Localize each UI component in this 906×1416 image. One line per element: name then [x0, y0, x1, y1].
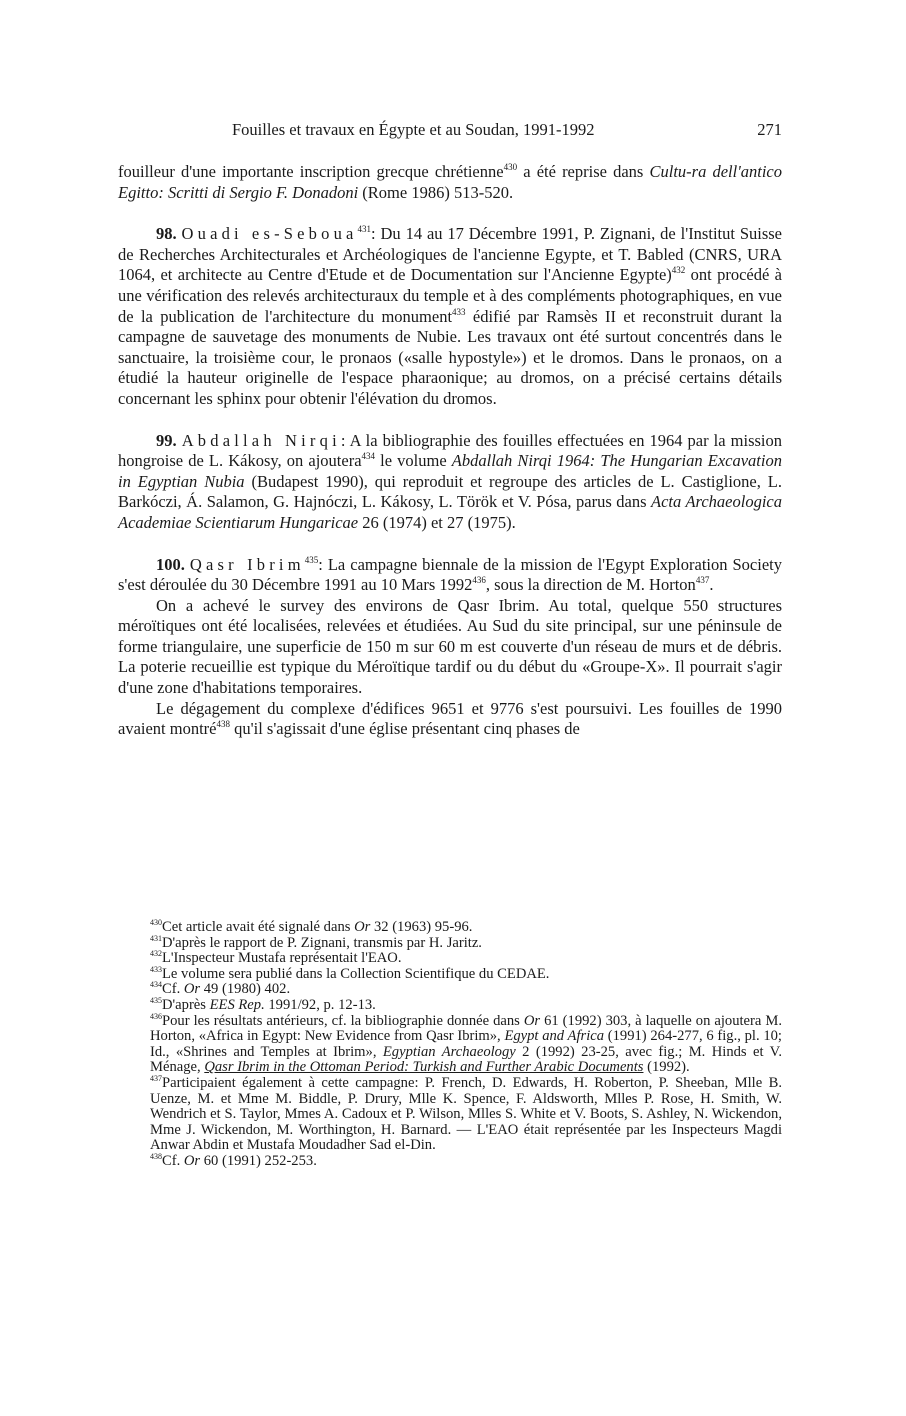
text-run: Cet article avait été signalé dans — [162, 919, 355, 935]
text-run: : La campagne biennale de la mission de l'Egypt Exploration Society s'est déroulée du 30 Décembre 1991 au 10 Mars 1992 — [118, 554, 782, 595]
section-100-paragraph-2: On a achevé le survey des environs de Qasr Ibrim. Au total, quelque 550 structures méroïtiques ont été localisées, relevées et étudiées. Au Sud du site principal, sur une péninsule de forme triangulaire, une superficie de 150 m sur 60 m est couverte d'un réseau de murs et de débris. La poterie recueillie est typique du Méroïtique tardif ou du début du «Groupe-X». Il pourrait s'agir d'une zone d'habitations temporaires. — [118, 595, 782, 698]
footnote-number: 432 — [150, 949, 162, 959]
text-run: D'après le rapport de P. Zignani, transmis par H. Jaritz. — [162, 934, 482, 951]
main-text — [118, 162, 782, 740]
text-run: Participaient également à cette campagne: P. French, D. Edwards, H. Roberton, P. Sheeban, Mlle B. Uenze, M. et Mme M. Biddle, P. Drury, Mlle K. Spence, F. Aldsworth, Mlles P. Rose, H. Smith, W. Wendrich et S. Taylor, Mmes A. Cadoux et P. Wilson, Mlles S. White et V. Boots, S. Ashley, N. Wickendon, Mme J. Wickendon, M. Worthington, H. Barnard. — L'EAO était représentée par les Inspecteurs Magdi Anwar Abdin et Mustafa Moudadher Sad el-Din. — [150, 1074, 782, 1154]
site-name: Ouadi es-Seboua — [181, 224, 358, 244]
text-run: (Budapest 1990), qui reproduit et regroupe des articles de L. Castiglione, L. Barkóczi, Á. Salamon, G. Hajnóczi, L. Kákosy, L. Török et V. Pósa, parus dans — [118, 471, 782, 512]
text-run: 26 (1974) et 27 (1975). — [358, 512, 516, 532]
footnote-ref: 436 — [472, 575, 486, 586]
text-run: 61 (1992) 303, à laquelle on ajoutera M. Horton, «Africa in Egypt: New Evidence from Qasr Ibrim», — [150, 1012, 782, 1045]
text-run: le volume — [375, 451, 452, 471]
footnote-number: 430 — [150, 918, 162, 927]
italic-title: Acta Archaeologica Academiae Scientiarum Hungaricae — [118, 492, 782, 532]
text-run: qu'il s'agissait d'une église présentant cinq phases de — [230, 719, 580, 739]
text-run: 60 (1991) 252-253. — [200, 1152, 317, 1169]
footnote-number: 437 — [150, 1073, 162, 1083]
text-run: Cf. — [162, 981, 184, 998]
footnote-437 — [150, 1073, 782, 1154]
section-98 — [118, 224, 782, 409]
footnote-431 — [150, 933, 782, 952]
site-name: Qasr Ibrim — [189, 554, 305, 574]
section-100 — [118, 555, 782, 596]
footnote-ref: 434 — [361, 451, 376, 462]
section-number: 100. — [156, 554, 185, 574]
footnote-436 — [150, 1011, 782, 1076]
text-run: L'Inspecteur Mustafa représentait l'EAO. — [162, 950, 402, 967]
text-run: , sous la direction de M. Horton — [485, 575, 696, 595]
footnotes — [150, 920, 782, 1170]
italic-title: Or — [183, 1152, 201, 1169]
footnote-number: 434 — [150, 980, 162, 990]
footnote-ref: 438 — [216, 719, 231, 730]
footnote-number: 431 — [150, 933, 162, 943]
footnote-ref: 431 — [357, 224, 372, 235]
section-number: 98. — [156, 224, 177, 244]
italic-title: Or — [523, 1012, 541, 1029]
text-run: . — [709, 575, 714, 595]
footnote-number: 436 — [150, 1011, 162, 1021]
italic-title: Qasr Ibrim in the Ottoman Period: Turkish and Further Arabic Documents — [204, 1059, 644, 1076]
text-run: Pour les résultats antérieurs, cf. la bibliographie donnée dans — [162, 1012, 524, 1029]
text-run: 32 (1963) 95-96. — [370, 919, 473, 935]
carryover-paragraph — [118, 162, 782, 203]
italic-title: Cultu-ra dell'antico Egitto: Scritti di Sergio F. Donadoni — [118, 162, 782, 202]
footnote-ref: 437 — [695, 575, 710, 586]
text-run: (Rome 1986) 513-520. — [358, 182, 514, 202]
italic-title: Or — [183, 981, 201, 998]
section-100-paragraph-3 — [118, 699, 782, 740]
footnote-435 — [150, 995, 782, 1014]
footnote-438 — [150, 1151, 782, 1170]
text-run: : A la bibliographie des fouilles effectuées en 1964 par la mission hongroise de L. Kákosy, on ajoutera — [118, 430, 782, 471]
text-run: (1992). — [643, 1059, 690, 1076]
text-run: : Du 14 au 17 Décembre 1991, P. Zignani, de l'Institut Suisse de Recherches Architecturales et Archéologiques de l'ancienne Egypte, et T. Babled (CNRS, URA 1064, et architecte au Centre d'Etude et de Documentation sur l'Ancienne Egypte) — [118, 224, 783, 285]
section-99 — [118, 431, 782, 534]
footnote-432 — [150, 951, 782, 967]
text-run: (1991) 264-277, 6 fig., pl. 10; Id., «Shrines and Temples at Ibrim», — [150, 1028, 782, 1060]
footnote-ref: 432 — [671, 265, 686, 276]
text-run: 49 (1980) 402. — [200, 981, 291, 998]
running-header — [118, 120, 782, 142]
footnote-ref: 435 — [304, 554, 319, 565]
text-run: Le volume sera publié dans la Collection Scientifique du CEDAE. — [162, 965, 550, 982]
footnote-number: 433 — [150, 964, 162, 974]
footnote-ref: 433 — [452, 306, 466, 317]
text-run: fouilleur d'une importante inscription grecque chrétienne — [118, 162, 504, 181]
page-number: 271 — [757, 120, 782, 139]
footnote-number: 435 — [150, 995, 162, 1005]
site-name: Abdallah Nirqi — [181, 430, 341, 450]
text-run: 2 (1992) 23-25, avec fig.; M. Hinds et V. Ménage, — [150, 1043, 782, 1076]
text-run: Cf. — [162, 1152, 184, 1169]
footnote-434 — [150, 982, 782, 998]
italic-title: Abdallah Nirqi 1964: The Hungarian Excavation in Egyptian Nubia — [118, 451, 782, 491]
text-run: Le dégagement du complexe d'édifices 9651 et 9776 s'est poursuivi. Les fouilles de 1990 avaient montré — [118, 698, 782, 739]
text-run: D'après — [162, 996, 210, 1013]
italic-title: Egyptian Archaeology — [382, 1043, 516, 1060]
footnote-ref: 430 — [503, 162, 518, 172]
footnote-430 — [150, 920, 782, 936]
italic-title: EES Rep. — [209, 996, 265, 1013]
text-run: édifié par Ramsès II et reconstruit durant la campagne de sauvetage des monuments de Nubie. Les travaux ont été surtout concentrés dans le sanctuaire, la troisième cour, le pronaos («salle hypostyle») et le dromos. Dans le pronaos, on a étudié la hauteur originelle de l'espace pharaonique; au dromos, on a précisé certains détails concernant les sphinx pour obtenir l'élévation du dromos. — [118, 306, 782, 408]
running-title: Fouilles et travaux en Égypte et au Soudan, 1991-1992 — [232, 120, 595, 139]
italic-title: Or — [354, 919, 371, 935]
text-run: 1991/92, p. 12-13. — [264, 996, 376, 1013]
section-number: 99. — [156, 430, 177, 450]
text-run: a été reprise dans — [517, 162, 650, 181]
text-run: ont procédé à une vérification des relevés architecturaux du temple et à des compléments photographiques, en vue de la publication de l'architecture du monument — [118, 265, 782, 326]
italic-title: Egypt and Africa — [504, 1028, 605, 1045]
footnote-number: 438 — [150, 1151, 162, 1161]
